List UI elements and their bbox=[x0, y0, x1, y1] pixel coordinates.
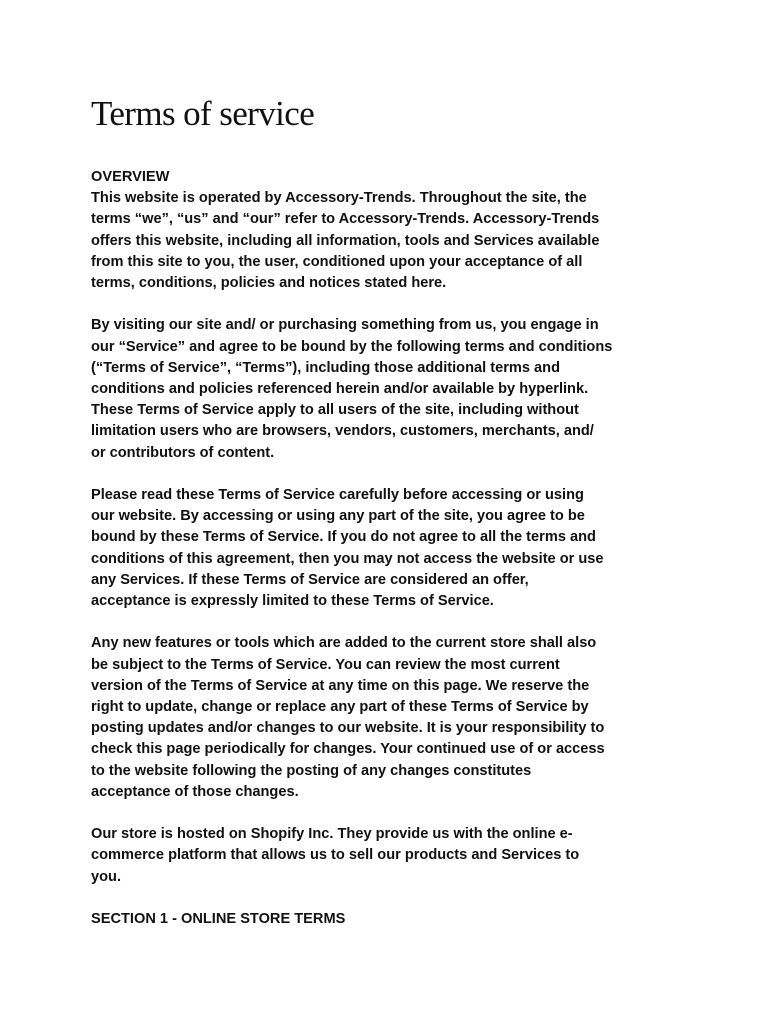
paragraph-line: These Terms of Service apply to all users of the site, including without bbox=[91, 402, 579, 419]
paragraph-line: our “Service” and agree to be bound by the following terms and conditions bbox=[91, 338, 613, 355]
paragraph-line: By visiting our site and/ or purchasing something from us, you engage in bbox=[91, 317, 599, 334]
paragraph bbox=[91, 824, 681, 888]
paragraph-line: right to update, change or replace any part of these Terms of Service by bbox=[91, 699, 589, 716]
document-body bbox=[91, 167, 681, 930]
paragraph-line: any Services. If these Terms of Service are considered an offer, bbox=[91, 571, 529, 588]
paragraph-line: Any new features or tools which are added to the current store shall also bbox=[91, 635, 597, 652]
paragraph-line: or contributors of content. bbox=[91, 444, 275, 461]
overview-heading: OVERVIEW bbox=[91, 169, 170, 185]
paragraph-line: conditions and policies referenced herein and/or available by hyperlink. bbox=[91, 381, 589, 398]
paragraph bbox=[91, 315, 681, 463]
paragraph-line: commerce platform that allows us to sell our products and Services to bbox=[91, 847, 580, 864]
paragraph-line: terms, conditions, policies and notices stated here. bbox=[91, 275, 447, 292]
paragraph-line: acceptance is expressly limited to these Terms of Service. bbox=[91, 593, 494, 610]
paragraph-line: check this page periodically for changes. Your continued use of or access bbox=[91, 741, 605, 758]
paragraph-line: Our store is hosted on Shopify Inc. They provide us with the online e- bbox=[91, 826, 573, 843]
paragraph bbox=[91, 188, 681, 294]
paragraph-line: limitation users who are browsers, vendors, customers, merchants, and/ bbox=[91, 423, 594, 440]
paragraph-line: version of the Terms of Service at any time on this page. We reserve the bbox=[91, 677, 590, 694]
paragraph-line: posting updates and/or changes to our website. It is your responsibility to bbox=[91, 720, 605, 737]
paragraph-line: (“Terms of Service”, “Terms”), including those additional terms and bbox=[91, 359, 560, 376]
paragraph-list bbox=[91, 188, 681, 888]
paragraph-line: acceptance of those changes. bbox=[91, 783, 299, 800]
paragraph-line: conditions of this agreement, then you may not access the website or use bbox=[91, 550, 604, 567]
paragraph-line: to the website following the posting of any changes constitutes bbox=[91, 762, 532, 779]
paragraph-line: our website. By accessing or using any part of the site, you agree to be bbox=[91, 508, 585, 525]
paragraph-line: Please read these Terms of Service carefully before accessing or using bbox=[91, 487, 584, 504]
section-1-heading: SECTION 1 - ONLINE STORE TERMS bbox=[91, 911, 346, 928]
paragraph bbox=[91, 633, 681, 803]
paragraph-line: offers this website, including all information, tools and Services available bbox=[91, 232, 600, 249]
paragraph-line: from this site to you, the user, conditioned upon your acceptance of all bbox=[91, 253, 583, 270]
paragraph-line: terms “we”, “us” and “our” refer to Accessory-Trends. Accessory-Trends bbox=[91, 211, 600, 228]
paragraph-line: This website is operated by Accessory-Trends. Throughout the site, the bbox=[91, 190, 587, 207]
page-title: Terms of service bbox=[91, 94, 315, 133]
paragraph bbox=[91, 485, 681, 612]
paragraph-line: be subject to the Terms of Service. You can review the most current bbox=[91, 656, 560, 673]
paragraph-line: you. bbox=[91, 868, 121, 885]
paragraph-line: bound by these Terms of Service. If you do not agree to all the terms and bbox=[91, 529, 596, 546]
